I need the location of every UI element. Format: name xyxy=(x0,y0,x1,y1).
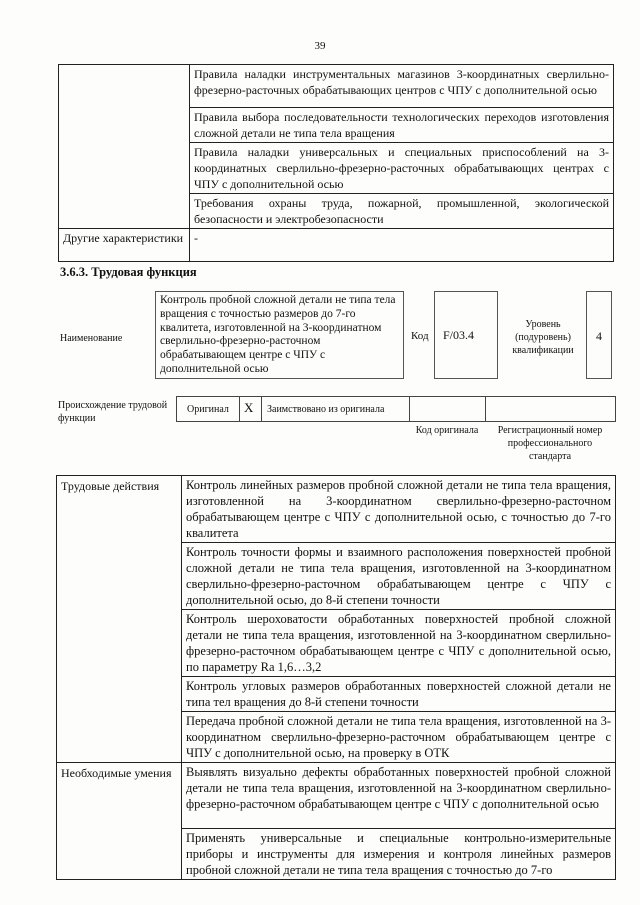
origin-box xyxy=(176,396,616,422)
table-row xyxy=(59,229,614,262)
table-row xyxy=(57,763,616,829)
knowledge-item: Правила выбора последовательности технологических переходов изготовления сложной детали не типа тела вращения xyxy=(190,108,614,143)
labor-action-item: Контроль точности формы и взаимного расположения поверхностей пробной сложной детали не типа тела вращения, изготовленной на 3-координатном сверлильно-фрезерно-расточном обрабатывающем центре с ЧПУ с дополнительной осью, до 8-й степени точности xyxy=(182,543,616,610)
divider xyxy=(485,397,486,421)
code-value: F/03.4 xyxy=(434,291,498,379)
labor-actions-label: Трудовые действия xyxy=(57,476,182,763)
function-name-box: Контроль пробной сложной детали не типа тела вращения с точностью размеров до 7-го квалитета, изготовленной на 3-координатном сверлильно-фрезерно-расточном обрабатывающем центре с ЧПУ с дополнительной осью xyxy=(155,291,404,379)
skill-item: Выявлять визуально дефекты обработанных поверхностей пробной сложной детали не типа тела вращения, изготовленной на 3-координатном сверлильно-фрезерно-расточном обрабатывающем центре с ЧПУ с дополнительной осью xyxy=(182,763,616,829)
table-row xyxy=(59,65,614,108)
section-title: 3.6.3. Трудовая функция xyxy=(60,265,197,279)
divider xyxy=(409,397,410,421)
empty-label-cell xyxy=(59,65,190,229)
origin-label: Происхождение трудовой функции xyxy=(58,400,168,424)
original-label: Оригинал xyxy=(187,404,229,415)
name-label: Наименование xyxy=(60,333,123,344)
other-characteristics-value: - xyxy=(190,229,614,262)
required-skills-label: Необходимые умения xyxy=(57,763,182,880)
divider xyxy=(261,397,262,421)
qualification-level-value: 4 xyxy=(586,291,612,379)
borrowed-label: Заимствовано из оригинала xyxy=(267,404,385,415)
page-number: 39 xyxy=(314,40,326,52)
knowledge-item: Правила наладки универсальных и специальных приспособлений на 3-координатных сверлильно-фрезерно-расточных обрабатывающих центрах с ЧПУ с дополнительной осью xyxy=(190,143,614,194)
code-label: Код xyxy=(411,330,429,342)
labor-action-item: Контроль линейных размеров пробной сложной детали не типа тела вращения, изготовленной на 3-координатном сверлильно-фрезерно-расточном обрабатывающем центре с ЧПУ с дополнительной осью, с точностью до 7-го квалитета xyxy=(182,476,616,543)
divider xyxy=(239,397,240,421)
knowledge-item: Требования охраны труда, пожарной, промышленной, экологической безопасности и электробезопасности xyxy=(190,194,614,229)
knowledge-item: Правила наладки инструментальных магазинов 3-координатных сверлильно-фрезерно-расточных обрабатывающих центров с ЧПУ с дополнительной осью xyxy=(190,65,614,108)
labor-action-item: Передача пробной сложной детали не типа тела вращения, изготовленной на 3-координатном сверлильно-фрезерно-расточном обрабатывающем центре с ЧПУ с дополнительной осью, на проверку в ОТК xyxy=(182,712,616,763)
qualification-level-label: Уровень (подуровень) квалификации xyxy=(512,319,574,356)
code-original-caption: Код оригинала xyxy=(415,425,479,436)
knowledge-table xyxy=(58,64,614,262)
registration-number-caption: Регистрационный номер профессионального стандарта xyxy=(497,425,603,462)
other-characteristics-label: Другие характеристики xyxy=(59,229,190,262)
labor-actions-table xyxy=(56,475,616,880)
labor-action-item: Контроль угловых размеров обработанных поверхностей сложной детали не типа тел вращения до 8-й степени точности xyxy=(182,677,616,712)
labor-action-item: Контроль шероховатости обработанных поверхностей пробной сложной детали не типа тела вращения, изготовленной на 3-координатном сверлильно-фрезерно-расточном обрабатывающем центре с ЧПУ с дополнительной осью, по параметру Ra 1,6…3,2 xyxy=(182,610,616,677)
original-mark: X xyxy=(244,400,254,415)
skill-item: Применять универсальные и специальные контрольно-измерительные приборы и инструменты для измерения и контроля линейных размеров пробной сложной детали не типа тела вращения с точностью до 7-го xyxy=(182,829,616,880)
table-row xyxy=(57,476,616,543)
